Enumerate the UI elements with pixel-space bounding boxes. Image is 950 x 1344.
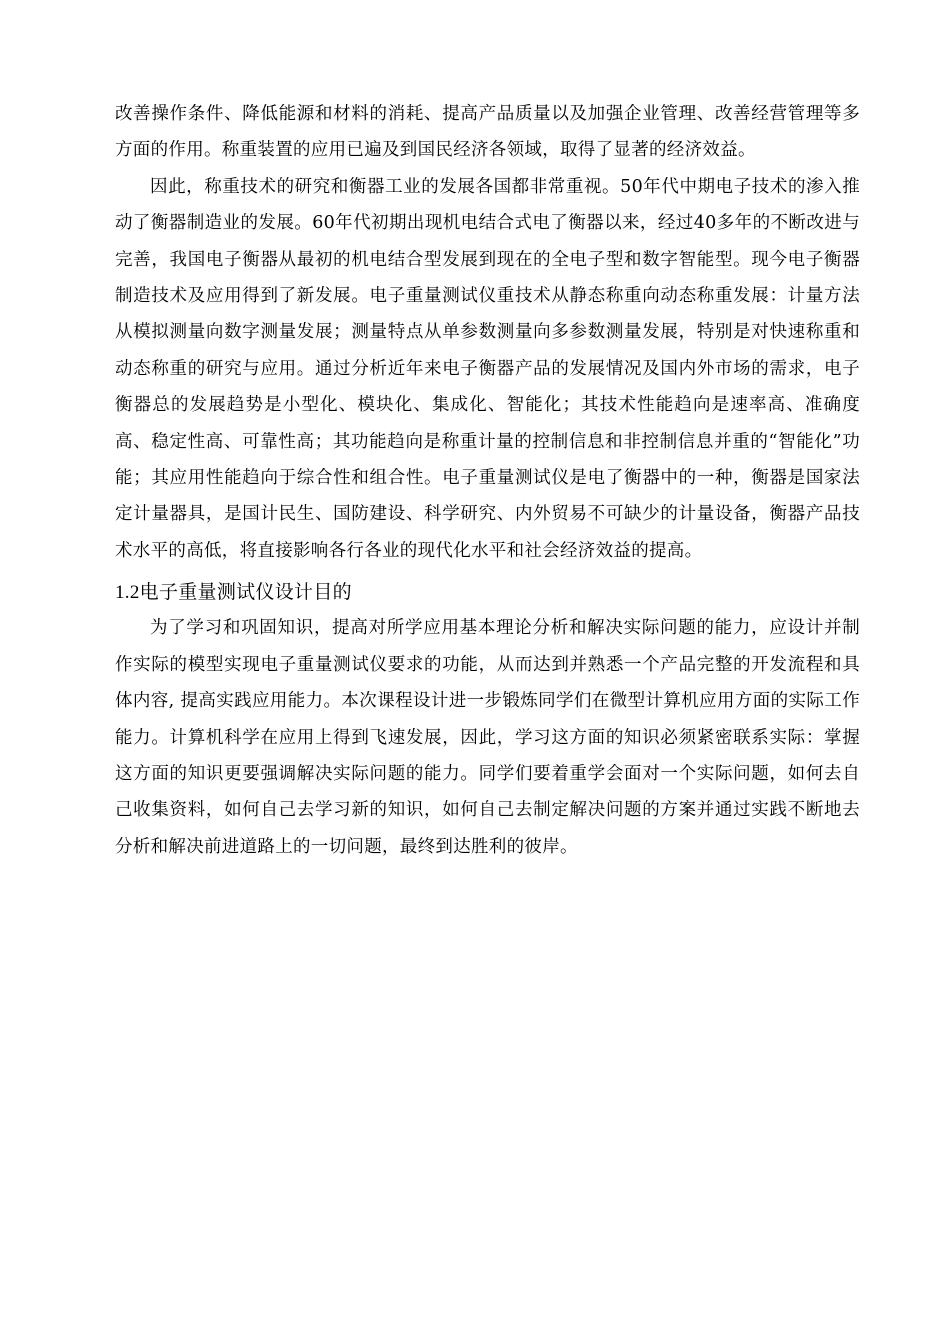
paragraph-weighing-technology-development: 因此，称重技术的研究和衡器工业的发展各国都非常重视。50年代中期电子技术的渗入推动了衡器制造业的发展。60年代初期出现机电结合式电了衡器以来，经过40多年的不断改进与完善，我国电子衡器从最初的机电结合型发展到现在的全电子型和数字智能型。现今电子衡器制造技术及应用得到了新发展。电子重量测试仪重技术从静态称重向动态称重发展：计量方法从模拟测量向数字测量发展；测量特点从单参数测量向多参数测量发展，特别是对快速称重和动态称重的研究与应用。通过分析近年来电子衡器产品的发展情况及国内外市场的需求，电子衡器总的发展趋势是小型化、模块化、集成化、智能化；其技术性能趋向是速率高、准确度高、稳定性高、可靠性高；其功能趋向是称重计量的控制信息和非控制信息并重的“智能化”功能；其应用性能趋向于综合性和组合性。电子重量测试仪是电了衡器中的一种，衡器是国家法定计量器具，是国计民生、国防建设、科学研究、内外贸易不可缺少的计量设备，衡器产品技术水平的高低，将直接影响各行各业的现代化水平和社会经济效益的提高。 bbox=[115, 176, 860, 561]
paragraph-design-purpose: 为了学习和巩固知识，提高对所学应用基本理论分析和解决实际问题的能力，应设计并制作实际的模型实现电子重量测试仪要求的功能，从而达到并熟悉一个产品完整的开发流程和具体内容, 提高实践应用能力。本次课程设计进一步锻炼同学们在微型计算机应用方面的实际工作能力。计算机科学在应用上得到飞速发展，因此，学习这方面的知识必须紧密联系实际：掌握这方面的知识更要强调解决实际问题的能力。同学们要着重学会面对一个实际问题，如何去自己收集资料，如何自己去学习新的知识，如何自己去制定解决问题的方案并通过实践不断地去分析和解决前进道路上的一切问题，最终到达胜利的彼岸。 bbox=[115, 618, 860, 857]
section-number: 1.2 bbox=[115, 582, 140, 604]
document-page bbox=[115, 96, 860, 865]
paragraph-continued: 改善操作条件、降低能源和材料的消耗、提高产品质量以及加强企业管理、改善经营管理等多方面的作用。称重装置的应用已遍及到国民经济各领域，取得了显著的经济效益。 bbox=[115, 104, 860, 161]
section-title: 电子重量测试仪设计目的 bbox=[139, 581, 352, 604]
section-heading bbox=[115, 575, 860, 610]
